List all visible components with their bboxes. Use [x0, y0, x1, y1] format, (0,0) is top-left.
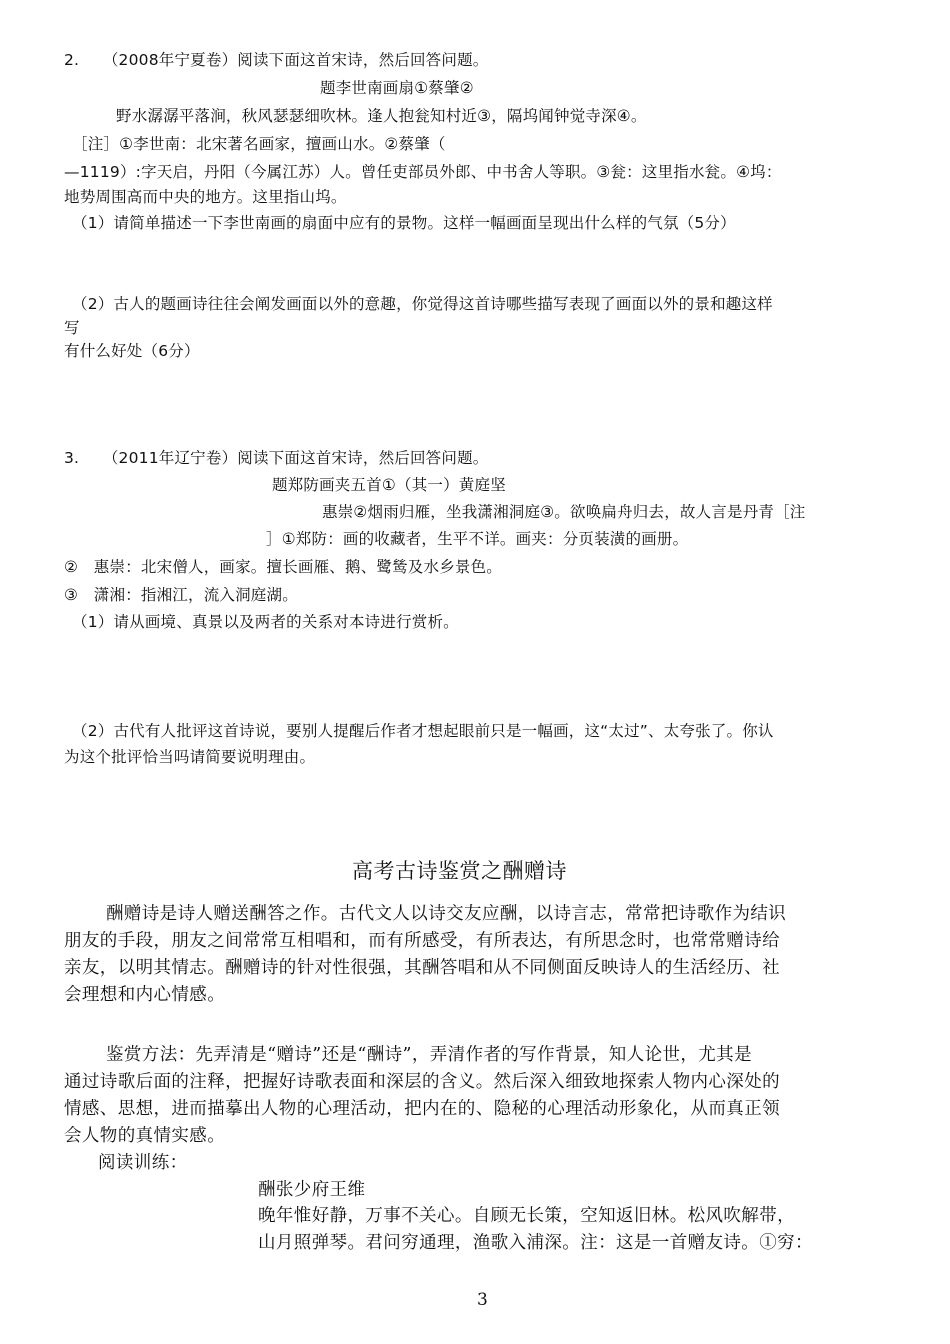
q2-subquestion-2-line-3: 有什么好处（6分） [64, 342, 200, 360]
intro-line-1: 酬赠诗是诗人赠送酬答之作。古代文人以诗交友应酬，以诗言志，常常把诗歌作为结识 [106, 904, 787, 924]
q2-subquestion-2-line-2: 写 [64, 319, 80, 337]
q2-header: 2. （2008年宁夏卷）阅读下面这首宋诗，然后回答问题。 [64, 51, 489, 69]
q3-note-line-1: ］①郑防：画的收藏者，生平不详。画夹：分页装潢的画册。 [266, 530, 689, 548]
q3-subquestion-2-line-2: 为这个批评恰当吗请简要说明理由。 [64, 748, 316, 766]
section-title: 高考古诗鉴赏之酬赠诗 [352, 859, 567, 883]
q2-poem-body: 野水潺潺平落涧，秋风瑟瑟细吹林。逢人抱瓮知村近③，隔坞闻钟觉寺深④。 [116, 107, 647, 125]
q2-poem-title: 题李世南画扇①蔡肇② [320, 79, 474, 97]
q3-subquestion-1: （1）请从画境、真景以及两者的关系对本诗进行赏析。 [72, 613, 459, 631]
method-line-4: 会人物的真情实感。 [64, 1126, 226, 1146]
q2-note-line-3: 地势周围高而中央的地方。这里指山坞。 [64, 188, 347, 206]
training-poem-line-1: 晚年惟好静，万事不关心。自顾无长策，空知返旧林。松风吹解带， [258, 1206, 795, 1226]
q3-note-line-2: ② 惠崇：北宋僧人，画家。擅长画雁、鹅、鹭鸶及水乡景色。 [64, 558, 502, 576]
q2-subquestion-2-line-1: （2）古人的题画诗往往会阐发画面以外的意趣，你觉得这首诗哪些描写表现了画面以外的景和趣这样 [72, 295, 773, 313]
intro-line-3: 亲友，以明其情志。酬赠诗的针对性很强，其酬答唱和从不同侧面反映诗人的生活经历、社 [64, 958, 780, 978]
page-number: 3 [477, 1290, 489, 1310]
q3-poem-body: 惠崇②烟雨归雁，坐我潇湘洞庭③。欲唤扁舟归去，故人言是丹青［注 [322, 503, 806, 521]
intro-line-4: 会理想和内心情感。 [64, 985, 226, 1005]
q2-note-line-2: —1119）:字天启，丹阳（今属江苏）人。曾任吏部员外郎、中书舍人等职。③瓮：这里指水瓮。④坞： [64, 163, 782, 181]
intro-line-2: 朋友的手段，朋友之间常常互相唱和，而有所感受，有所表达，有所思念时，也常常赠诗给 [64, 931, 780, 951]
q3-poem-title: 题郑防画夹五首①（其一）黄庭坚 [272, 476, 506, 494]
q3-header: 3. （2011年辽宁卷）阅读下面这首宋诗，然后回答问题。 [64, 449, 489, 467]
training-poem-title: 酬张少府王维 [258, 1180, 366, 1200]
method-line-2: 通过诗歌后面的注释，把握好诗歌表面和深层的含义。然后深入细致地探索人物内心深处的 [64, 1072, 780, 1092]
q2-note-line-1: ［注］①李世南：北宋著名画家，擅画山水。②蔡肇（ [72, 135, 446, 153]
q2-subquestion-1: （1）请简单描述一下李世南画的扇面中应有的景物。这样一幅画面呈现出什么样的气氛（5分） [72, 214, 736, 232]
method-line-1: 鉴赏方法：先弄清是“赠诗”还是“酬诗”，弄清作者的写作背景，知人论世，尤其是 [106, 1045, 752, 1065]
q3-subquestion-2-line-1: （2）古代有人批评这首诗说，要别人提醒后作者才想起眼前只是一幅画，这“太过”、太夸张了。你认 [72, 722, 774, 740]
q3-note-line-3: ③ 潇湘：指湘江，流入洞庭湖。 [64, 586, 298, 604]
training-poem-line-2: 山月照弹琴。君问穷通理，渔歌入浦深。注：这是一首赠友诗。①穷： [258, 1233, 813, 1253]
method-line-3: 情感、思想，进而描摹出人物的心理活动，把内在的、隐秘的心理活动形象化，从而真正领 [64, 1099, 780, 1119]
training-label: 阅读训练： [98, 1153, 188, 1173]
